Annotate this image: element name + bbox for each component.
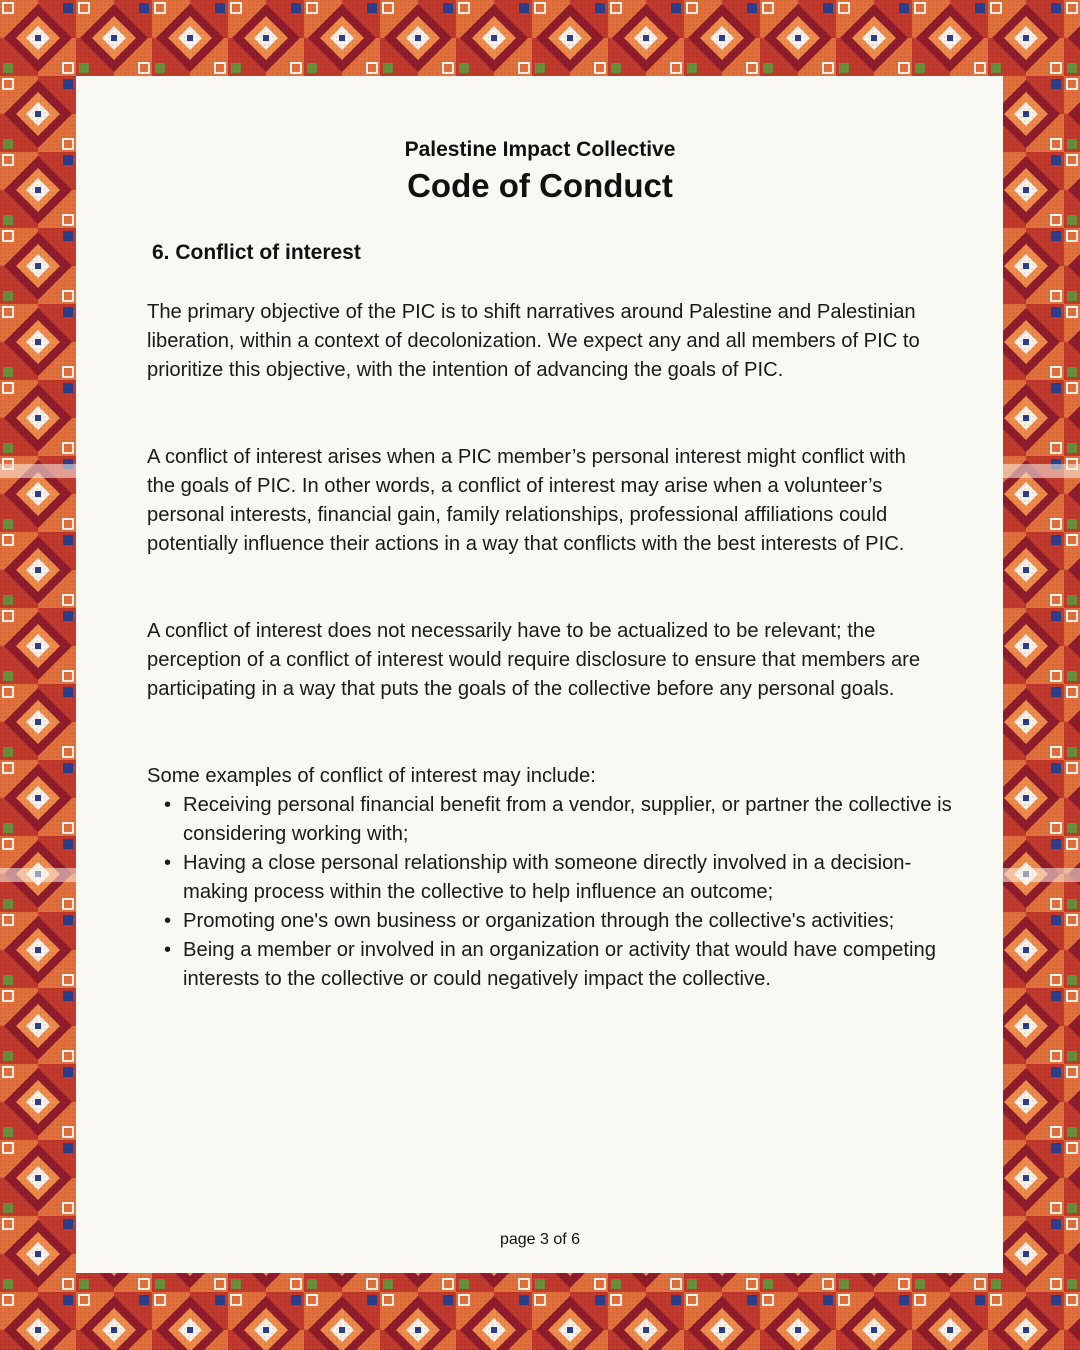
list-item: • Being a member or involved in an organization or activity that would have competing interests to the collective or could negatively impact the collective. <box>183 936 973 994</box>
page-number: page 3 of 6 <box>499 1231 581 1248</box>
list-item: • Receiving personal financial benefit from a vendor, supplier, or partner the collective is considering working with; <box>183 791 973 849</box>
list-item: • Having a close personal relationship with someone directly involved in a decision-making process within the collective to help influence an outcome; <box>183 849 973 907</box>
paragraph-objective: The primary objective of the PIC is to shift narratives around Palestine and Palestinian liberation, within a context of decolonization. We expect any and all members of PIC to prioritize this objective, with the intention of advancing the goals of PIC. <box>147 301 920 381</box>
examples-list <box>147 791 973 994</box>
examples-intro: Some examples of conflict of interest may include: <box>147 765 596 787</box>
paragraph-perception: A conflict of interest does not necessarily have to be actualized to be relevant; the perception of a conflict of interest would require disclosure to ensure that members are participating in a way that puts the goals of the collective before any personal goals. <box>147 620 921 700</box>
organization-name: Palestine Impact Collective <box>404 138 676 161</box>
section-heading: 6. Conflict of interest <box>152 241 361 264</box>
paragraph-definition: A conflict of interest arises when a PIC member’s personal interest might conflict with the goals of PIC. In other words, a conflict of interest may arise when a volunteer’s personal interests, financial gain, family relationships, professional affiliations could potentially influence their actions in a way that conflicts with the best interests of PIC. <box>147 446 906 555</box>
list-item: • Promoting one's own business or organization through the collective's activities; <box>183 907 973 936</box>
document-title: Code of Conduct <box>407 167 673 204</box>
